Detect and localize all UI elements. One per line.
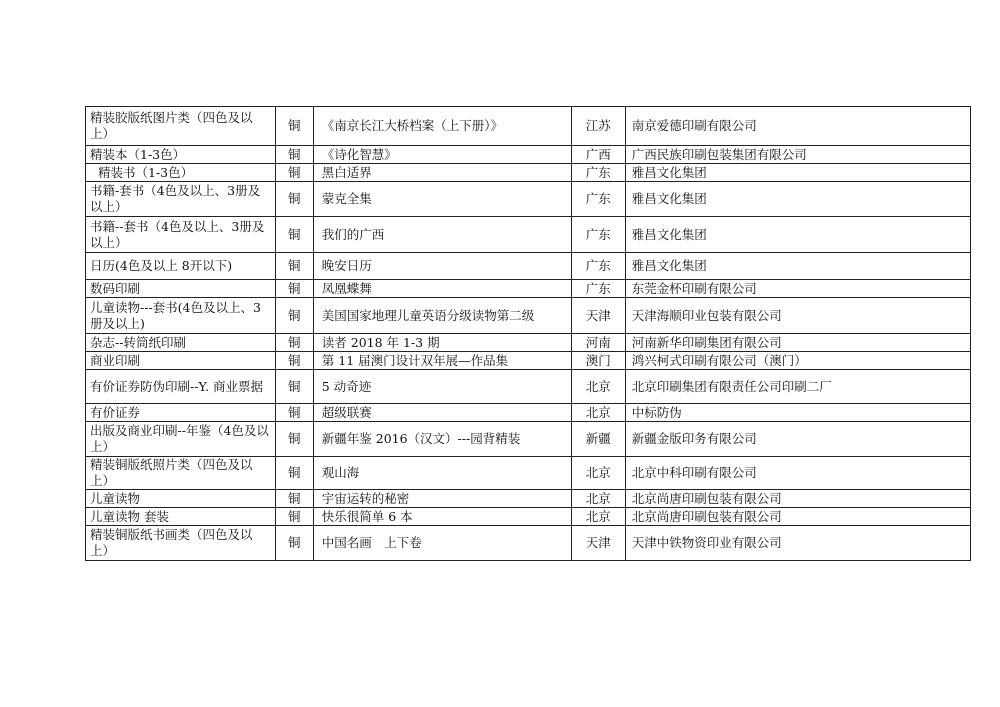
award-cell: 铜 <box>275 457 313 490</box>
table-row <box>86 457 971 490</box>
title-cell: 凤凰蝶舞 <box>313 280 571 298</box>
table-row <box>86 404 971 422</box>
award-cell: 铜 <box>275 526 313 561</box>
category-cell: 书籍--套书（4色及以上、3册及以上） <box>86 217 276 253</box>
company-cell: 雅昌文化集团 <box>625 253 970 280</box>
region-cell: 广东 <box>571 280 625 298</box>
category-cell: 精装铜版纸照片类（四色及以上） <box>86 457 276 490</box>
title-cell: 新疆年鉴 2016（汉文）---园背精装 <box>313 422 571 457</box>
region-cell: 天津 <box>571 526 625 561</box>
title-cell: 晚安日历 <box>313 253 571 280</box>
category-cell: 商业印刷 <box>86 352 276 370</box>
table-row <box>86 370 971 404</box>
award-table <box>85 106 971 561</box>
award-table-body <box>86 107 971 561</box>
table-row <box>86 217 971 253</box>
region-cell: 北京 <box>571 490 625 508</box>
company-cell: 雅昌文化集团 <box>625 182 970 217</box>
title-cell: 《诗化智慧》 <box>313 146 571 164</box>
title-cell: 美国国家地理儿童英语分级读物第二级 <box>313 298 571 334</box>
award-cell: 铜 <box>275 107 313 146</box>
table-row <box>86 526 971 561</box>
table-row <box>86 352 971 370</box>
region-cell: 天津 <box>571 298 625 334</box>
title-cell: 《南京长江大桥档案（上下册）》 <box>313 107 571 146</box>
award-cell: 铜 <box>275 182 313 217</box>
company-cell: 东莞金杯印刷有限公司 <box>625 280 970 298</box>
table-row <box>86 280 971 298</box>
company-cell: 北京中科印刷有限公司 <box>625 457 970 490</box>
company-cell: 北京印刷集团有限责任公司印刷二厂 <box>625 370 970 404</box>
title-cell: 读者 2018 年 1-3 期 <box>313 334 571 352</box>
category-cell: 杂志--转筒纸印刷 <box>86 334 276 352</box>
title-cell: 快乐很简单 6 本 <box>313 508 571 526</box>
region-cell: 北京 <box>571 404 625 422</box>
award-cell: 铜 <box>275 404 313 422</box>
region-cell: 北京 <box>571 370 625 404</box>
company-cell: 天津中铁物资印业有限公司 <box>625 526 970 561</box>
region-cell: 澳门 <box>571 352 625 370</box>
category-cell: 儿童读物 套装 <box>86 508 276 526</box>
award-cell: 铜 <box>275 490 313 508</box>
award-cell: 铜 <box>275 352 313 370</box>
region-cell: 北京 <box>571 457 625 490</box>
category-cell: 出版及商业印刷--年鉴（4色及以上） <box>86 422 276 457</box>
company-cell: 鸿兴柯式印刷有限公司（澳门） <box>625 352 970 370</box>
company-cell: 雅昌文化集团 <box>625 217 970 253</box>
award-cell: 铜 <box>275 508 313 526</box>
table-row <box>86 253 971 280</box>
title-cell: 观山海 <box>313 457 571 490</box>
table-row <box>86 164 971 182</box>
region-cell: 广东 <box>571 182 625 217</box>
category-cell: 精装铜版纸书画类（四色及以上） <box>86 526 276 561</box>
title-cell: 宇宙运转的秘密 <box>313 490 571 508</box>
award-cell: 铜 <box>275 298 313 334</box>
title-cell: 超级联赛 <box>313 404 571 422</box>
company-cell: 河南新华印刷集团有限公司 <box>625 334 970 352</box>
award-cell: 铜 <box>275 280 313 298</box>
category-cell: 有价证券防伪印刷--Y. 商业票据 <box>86 370 276 404</box>
company-cell: 天津海顺印业包装有限公司 <box>625 298 970 334</box>
award-cell: 铜 <box>275 370 313 404</box>
region-cell: 北京 <box>571 508 625 526</box>
table-row <box>86 298 971 334</box>
award-cell: 铜 <box>275 422 313 457</box>
award-cell: 铜 <box>275 334 313 352</box>
region-cell: 广东 <box>571 253 625 280</box>
table-row <box>86 490 971 508</box>
category-cell: 日历(4色及以上 8开以下) <box>86 253 276 280</box>
award-cell: 铜 <box>275 146 313 164</box>
table-row <box>86 422 971 457</box>
table-row <box>86 334 971 352</box>
region-cell: 新疆 <box>571 422 625 457</box>
region-cell: 广东 <box>571 164 625 182</box>
award-cell: 铜 <box>275 253 313 280</box>
region-cell: 河南 <box>571 334 625 352</box>
table-row <box>86 146 971 164</box>
company-cell: 雅昌文化集团 <box>625 164 970 182</box>
company-cell: 北京尚唐印刷包装有限公司 <box>625 490 970 508</box>
title-cell: 5 动奇迹 <box>313 370 571 404</box>
category-cell: 精装胶版纸图片类（四色及以上） <box>86 107 276 146</box>
category-cell: 有价证券 <box>86 404 276 422</box>
award-cell: 铜 <box>275 217 313 253</box>
table-row <box>86 508 971 526</box>
category-cell: 书籍-套书（4色及以上、3册及以上） <box>86 182 276 217</box>
company-cell: 北京尚唐印刷包装有限公司 <box>625 508 970 526</box>
category-cell: 精装书（1-3色） <box>86 164 276 182</box>
category-cell: 儿童读物 <box>86 490 276 508</box>
company-cell: 广西民族印刷包装集团有限公司 <box>625 146 970 164</box>
category-cell: 精装本（1-3色） <box>86 146 276 164</box>
award-cell: 铜 <box>275 164 313 182</box>
category-cell: 儿童读物---套书(4色及以上、3册及以上) <box>86 298 276 334</box>
title-cell: 黑白适界 <box>313 164 571 182</box>
title-cell: 中国名画 上下卷 <box>313 526 571 561</box>
title-cell: 蒙克全集 <box>313 182 571 217</box>
region-cell: 江苏 <box>571 107 625 146</box>
table-row <box>86 107 971 146</box>
company-cell: 新疆金版印务有限公司 <box>625 422 970 457</box>
region-cell: 广东 <box>571 217 625 253</box>
title-cell: 我们的广西 <box>313 217 571 253</box>
category-cell: 数码印刷 <box>86 280 276 298</box>
table-row <box>86 182 971 217</box>
company-cell: 南京爱德印刷有限公司 <box>625 107 970 146</box>
region-cell: 广西 <box>571 146 625 164</box>
title-cell: 第 11 届澳门设计双年展—作品集 <box>313 352 571 370</box>
company-cell: 中标防伪 <box>625 404 970 422</box>
